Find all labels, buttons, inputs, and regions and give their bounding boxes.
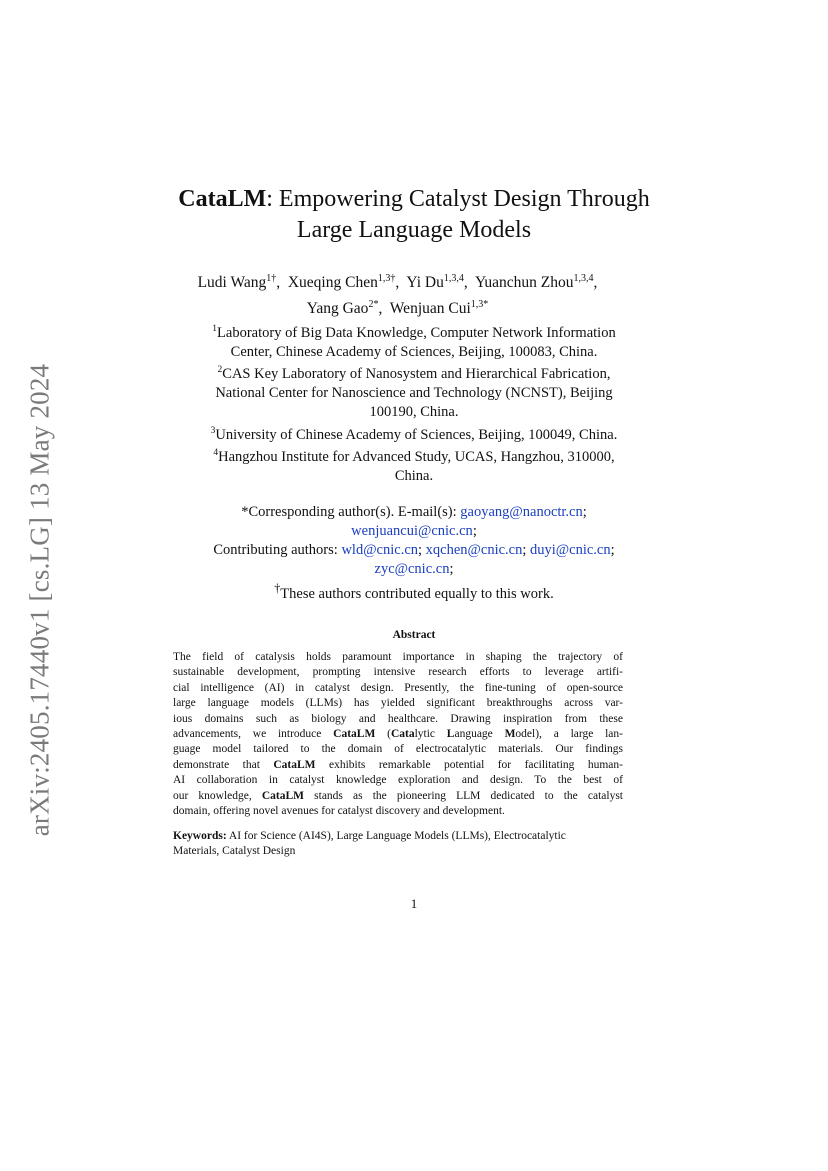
affiliation-sup: 1 bbox=[212, 324, 218, 334]
title-rest: : Empowering Catalyst Design Through bbox=[266, 186, 650, 212]
author bbox=[307, 300, 383, 317]
author-name: Yi Du bbox=[406, 274, 444, 292]
contributing-label: Contributing authors: bbox=[213, 542, 338, 558]
corresponding-label: *Corresponding author(s). E-mail(s): bbox=[241, 504, 457, 520]
abstract-text: advancements, we introduce bbox=[173, 728, 334, 741]
abstract-bold: CataLM bbox=[261, 789, 305, 802]
paper-title bbox=[0, 184, 828, 246]
affiliation-line: China. bbox=[394, 467, 434, 484]
author-sup: 1,3† bbox=[377, 273, 396, 284]
email-link[interactable]: zyc@cnic.cn bbox=[374, 561, 450, 577]
affiliation-line: Laboratory of Big Data Knowledge, Computer Network Information bbox=[217, 324, 616, 341]
affiliation-line: Center, Chinese Academy of Sciences, Beijing, 100083, China. bbox=[230, 343, 598, 360]
correspondence-block bbox=[0, 503, 828, 604]
abstract-line: cial intelligence (AI) in catalyst design. Presently, the fine-tuning of open-source bbox=[173, 681, 623, 694]
title-line-1 bbox=[0, 184, 828, 215]
abstract-text: exhibits remarkable potential for facilitating human- bbox=[315, 758, 623, 771]
abstract-bold: CataLM bbox=[273, 758, 316, 771]
abstract-line: sustainable development, prompting intensive research efforts to leverage artifi- bbox=[173, 666, 623, 679]
equal-contribution-text: These authors contributed equally to this work. bbox=[280, 585, 554, 602]
affiliation-line: University of Chinese Academy of Sciences, Beijing, 100049, China. bbox=[215, 426, 618, 443]
email-link[interactable]: gaoyang@nanoctr.cn bbox=[460, 504, 583, 520]
corresponding-line-2: wenjuancui@cnic.cn; bbox=[351, 523, 477, 539]
author-name: Wenjuan Cui bbox=[389, 300, 471, 318]
affiliation-line: National Center for Nanoscience and Technology (NCNST), Beijing bbox=[215, 385, 613, 402]
title-bold-name: CataLM bbox=[178, 186, 267, 212]
abstract-line: The field of catalysis holds paramount importance in shaping the trajectory of bbox=[173, 651, 623, 663]
author bbox=[198, 274, 281, 291]
author-name: Yang Gao bbox=[306, 300, 369, 318]
abstract-line bbox=[173, 789, 623, 804]
abstract-text: anguage bbox=[454, 728, 505, 741]
title-line-2: Large Language Models bbox=[296, 217, 532, 243]
affiliations bbox=[0, 320, 828, 486]
abstract-heading: Abstract bbox=[392, 629, 436, 641]
abstract-line: large language models (LLMs) has yielded significant breakthroughs across var- bbox=[173, 697, 623, 710]
author-sup: 1,3,4 bbox=[443, 273, 464, 284]
keywords-line-2: Materials, Catalyst Design bbox=[173, 845, 296, 858]
author-sup: 2* bbox=[368, 299, 379, 311]
author-sup: 1† bbox=[266, 273, 277, 284]
abstract-line bbox=[173, 727, 623, 742]
author bbox=[390, 300, 488, 317]
dagger-mark: † bbox=[274, 581, 281, 595]
affiliation bbox=[0, 361, 828, 384]
abstract-bold: M bbox=[504, 728, 516, 741]
abstract-line: AI collaboration in catalyst knowledge exploration and design. To the best of bbox=[173, 774, 623, 787]
affiliation-line: Hangzhou Institute for Advanced Study, UCAS, Hangzhou, 310000, bbox=[218, 449, 615, 466]
author-name: Yuanchun Zhou bbox=[474, 274, 574, 292]
keywords-label: Keywords: bbox=[173, 830, 227, 842]
author-sep: , bbox=[593, 274, 598, 292]
author-list bbox=[120, 268, 675, 320]
abstract-text: odel), a large lan- bbox=[515, 728, 623, 741]
abstract-bold: CataLM bbox=[333, 728, 376, 741]
abstract-bold: L bbox=[446, 728, 455, 741]
author-sep: , bbox=[463, 274, 468, 292]
author-name: Ludi Wang bbox=[197, 274, 267, 292]
abstract-line bbox=[173, 758, 623, 773]
author-sep: , bbox=[276, 274, 281, 292]
keywords-block bbox=[173, 829, 623, 860]
email-link[interactable]: xqchen@cnic.cn bbox=[425, 542, 523, 558]
abstract-text: stands as the pioneering LLM dedicated to the catalyst bbox=[304, 789, 623, 802]
abstract-line: domain, offering novel avenues for catalyst discovery and development. bbox=[173, 805, 505, 818]
abstract-line: ious domains such as biology and healthcare. Drawing inspiration from these bbox=[173, 712, 623, 725]
author-sep: , bbox=[395, 274, 400, 292]
email-link[interactable]: wld@cnic.cn bbox=[341, 542, 419, 558]
abstract-line: guage model tailored to the domain of electrocatalytic materials. Our findings bbox=[173, 743, 623, 756]
abstract-text: lytic bbox=[414, 728, 447, 741]
author bbox=[475, 274, 597, 291]
author-sup: 1,3* bbox=[470, 299, 489, 311]
author-sup: 1,3,4 bbox=[573, 273, 594, 284]
affiliation-sup: 4 bbox=[213, 448, 219, 459]
affiliation bbox=[0, 422, 828, 445]
abstract-text: our knowledge, bbox=[173, 789, 262, 802]
abstract-body bbox=[173, 650, 623, 819]
author-sep: , bbox=[378, 300, 383, 318]
page-number: 1 bbox=[410, 896, 418, 911]
affiliation-sup: 2 bbox=[217, 365, 223, 376]
email-link[interactable]: duyi@cnic.cn bbox=[530, 542, 611, 558]
equal-contribution-note bbox=[0, 579, 828, 604]
affiliation-line: 100190, China. bbox=[369, 403, 459, 420]
author-name: Xueqing Chen bbox=[287, 274, 378, 292]
email-link[interactable]: wenjuancui@cnic.cn bbox=[351, 523, 473, 539]
arxiv-sidebar-stamp: arXiv:2405.17440v1 [cs.LG] 13 May 2024 bbox=[24, 363, 55, 837]
affiliation bbox=[0, 444, 828, 467]
author bbox=[406, 274, 467, 291]
contributing-line: Contributing authors: wld@cnic.cn; xqchen@cnic.cn; duyi@cnic.cn; bbox=[213, 542, 615, 558]
affiliation-sup: 3 bbox=[210, 425, 216, 436]
keywords-line bbox=[173, 829, 623, 844]
corresponding-line: *Corresponding author(s). E-mail(s): gaoyang@nanoctr.cn; bbox=[241, 504, 587, 520]
affiliation-line: CAS Key Laboratory of Nanosystem and Hierarchical Fabrication, bbox=[222, 366, 611, 383]
abstract-bold: Cata bbox=[390, 728, 415, 741]
abstract-text: ( bbox=[375, 728, 391, 741]
author bbox=[288, 274, 399, 291]
abstract-text: demonstrate that bbox=[173, 758, 274, 771]
contributing-line-2: zyc@cnic.cn; bbox=[374, 561, 454, 577]
keywords-text: AI for Science (AI4S), Large Language Models (LLMs), Electrocatalytic bbox=[226, 830, 566, 842]
affiliation bbox=[0, 320, 828, 343]
